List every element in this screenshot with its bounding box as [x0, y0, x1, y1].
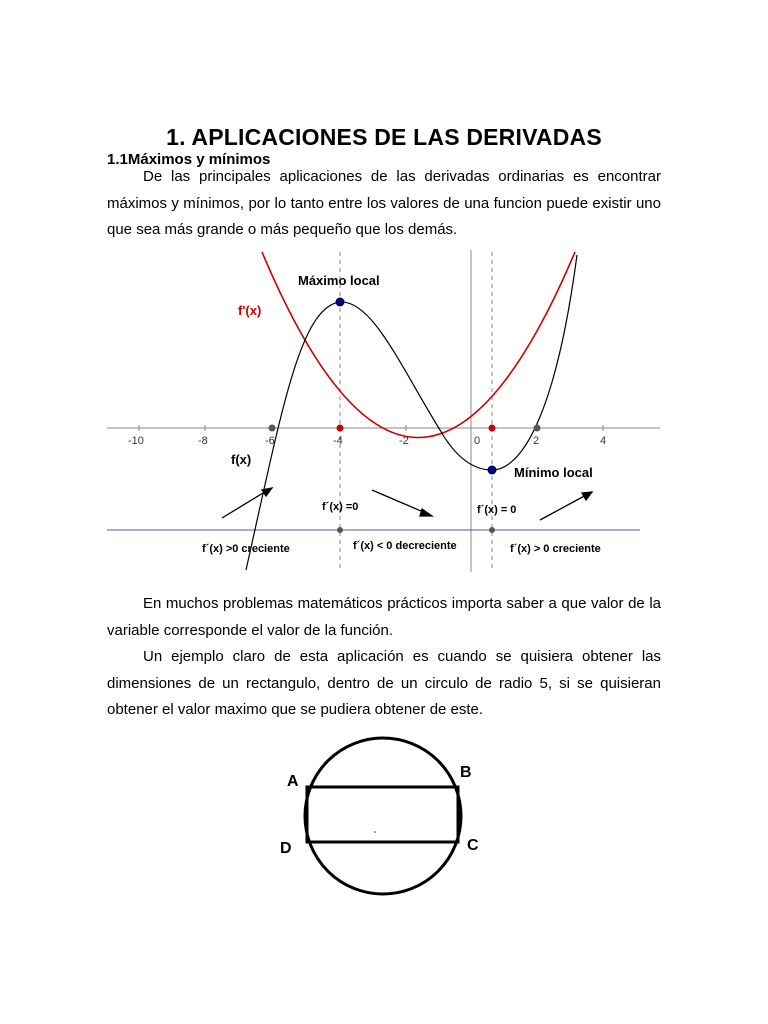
inscribed-rectangle [307, 787, 458, 842]
derivative-graph [100, 240, 665, 575]
label-increasing-left: f´(x) >0 creciente [202, 543, 290, 555]
label-fprime-zero-right: f´(x) = 0 [477, 504, 517, 516]
baseline-point [337, 527, 343, 533]
page-title: 1. APLICACIONES DE LAS DERIVADAS [166, 124, 602, 150]
tick-label: -8 [198, 435, 208, 447]
tick-label: 0 [474, 435, 481, 447]
paragraph-problem-text: En muchos problemas matemáticos prácticos importa saber a que valor de la variable corresponde el valor de la función. [107, 595, 661, 639]
label-fprime: f'(x) [238, 303, 262, 318]
max-point [336, 298, 345, 307]
label-d: D [280, 840, 292, 857]
circle [305, 738, 461, 894]
tick-label: -4 [333, 435, 343, 447]
tick-label: -2 [399, 435, 409, 447]
paragraph-example-text: Un ejemplo claro de esta aplicación es cuando se quisiera obtener las dimensiones de un rectangulo, dentro de un circulo de radio 5, si se quisieran obtener el valor maximo que se pudiera obtener de este. [107, 648, 661, 718]
circle-rectangle-figure [270, 725, 500, 910]
label-b: B [460, 764, 472, 781]
tick-label: -6 [265, 435, 275, 447]
label-increasing-right: f´(x) > 0 creciente [510, 543, 601, 555]
fprime-root-point [337, 425, 344, 432]
baseline-point [489, 527, 495, 533]
arrow-up-left [262, 488, 272, 496]
label-f: f(x) [231, 452, 252, 467]
label-fprime-zero-left: f´(x) =0 [322, 501, 359, 513]
center-dot [374, 831, 376, 833]
label-decreasing: f´(x) < 0 decreciente [353, 540, 457, 552]
paragraph-problem [107, 591, 661, 644]
root-point [269, 425, 276, 432]
section-heading: 1.1Máximos y mínimos [107, 151, 271, 168]
tick-label: 2 [533, 435, 540, 447]
arrow-up-right [582, 492, 592, 500]
tick-label: -10 [128, 435, 144, 447]
paragraph-intro [107, 164, 661, 244]
paragraph-intro-text: De las principales aplicaciones de las derivadas ordinarias es encontrar máximos y mínimos, por lo tanto entre los valores de una funcion puede existir uno que sea más grande o más pequeño que los demás. [107, 168, 661, 238]
fprime-root-point [489, 425, 496, 432]
root-point [534, 425, 541, 432]
f-curve [246, 255, 577, 570]
label-c: C [467, 837, 479, 854]
label-max: Máximo local [298, 273, 380, 288]
label-min: Mínimo local [514, 465, 593, 480]
tick-label: 4 [600, 435, 607, 447]
paragraph-example [107, 644, 661, 724]
arrow-down [420, 509, 432, 516]
label-a: A [287, 773, 299, 790]
min-point [488, 466, 497, 475]
